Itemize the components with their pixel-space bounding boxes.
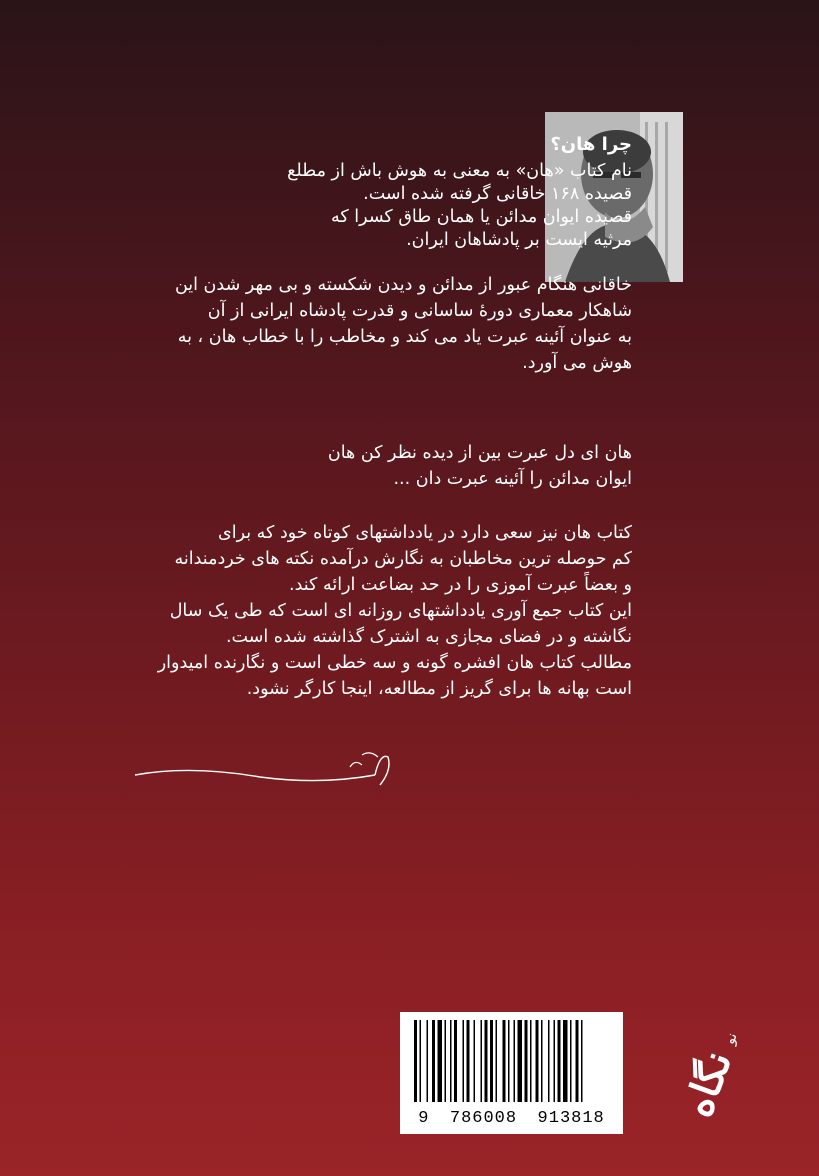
- barcode-digit-group: 786008: [449, 1109, 518, 1128]
- publisher-logo: [645, 1010, 750, 1140]
- text-line: به عنوان آئینه عبرت یاد می کند و مخاطب را با خطاب هان ، به: [177, 327, 632, 347]
- publisher-logo-subtext: نو: [721, 1030, 741, 1047]
- text-line: است بهانه ها برای گریز از مطالعه، اینجا کارگر نشود.: [246, 679, 632, 699]
- barcode-bars-icon: [414, 1020, 609, 1102]
- signature-icon: [130, 745, 400, 805]
- verse-block: [112, 440, 632, 492]
- publisher-logo-text: نگاه: [674, 1044, 742, 1124]
- verse-line: ایوان مدائن را آئینه عبرت دان ...: [393, 469, 632, 489]
- text-line: نگاشته و در فضای مجازی به اشترک گذاشته شده است.: [225, 627, 632, 647]
- text-line: و بعضاً عبرت آموزی را در حد بضاعت ارائه کند.: [289, 575, 632, 595]
- body-paragraph: [112, 272, 632, 376]
- barcode-digit-group: 9: [418, 1109, 430, 1128]
- text-line: قصیده ایوان مدائن یا همان طاق کسرا که: [331, 207, 632, 227]
- section-title: چرا هان؟: [550, 134, 632, 155]
- text-line: شاهکار معماری دورهٔ ساسانی و قدرت پادشاه ایرانی از آن: [207, 301, 632, 321]
- publisher-logo-icon: [645, 1010, 750, 1140]
- text-line: قصیده ۱۶۸ خاقانی گرفته شده است.: [363, 184, 632, 204]
- author-signature: [130, 745, 400, 805]
- closing-paragraph: [112, 520, 632, 702]
- intro-paragraph: [232, 160, 632, 252]
- text-line: کتاب هان نیز سعی دارد در یادداشتهای کوتاه خود که برای: [218, 523, 632, 543]
- text-line: خاقانی هنگام عبور از مدائن و دیدن شکسته و بی مهر شدن این: [174, 275, 632, 295]
- text-line: مرثیه ایست بر پادشاهان ایران.: [406, 230, 632, 250]
- text-line: مطالب کتاب هان افشره گونه و سه خطی است و نگارنده امیدوار: [157, 653, 632, 673]
- text-line: هوش می آورد.: [522, 353, 632, 373]
- text-line: نام کتاب «هان» به معنی به هوش باش از مطلع: [287, 161, 632, 181]
- verse-line: هان ای دل عبرت بین از دیده نظر کن هان: [327, 443, 632, 463]
- barcode-digits: [400, 1109, 623, 1128]
- isbn-barcode: [400, 1012, 623, 1134]
- barcode-digit-group: 913818: [537, 1109, 605, 1128]
- text-line: این کتاب جمع آوری یادداشتهای روزانه ای است که طی یک سال: [169, 601, 632, 621]
- text-line: کم حوصله ترین مخاطبان به نگارش درآمده نکته های خردمندانه: [174, 549, 632, 569]
